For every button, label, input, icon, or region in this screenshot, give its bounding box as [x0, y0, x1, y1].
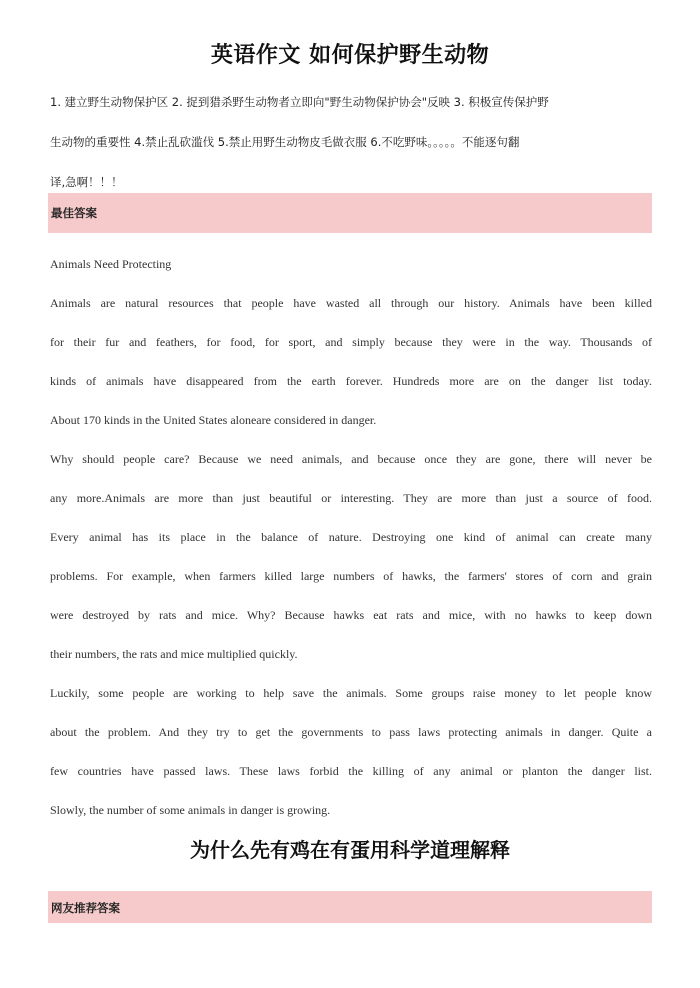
essay-title: Animals Need Protecting	[50, 257, 172, 271]
essay-line: Slowly, the number of some animals in danger is growing.	[50, 803, 331, 817]
essay-line: for their fur and feathers, for food, for sport, and simply because they were in the way. Thousands of	[50, 335, 652, 349]
best-answer-label: 最佳答案	[51, 206, 97, 220]
essay-line: were destroyed by rats and mice. Why? Because hawks eat rats and mice, with no hawks to keep down	[50, 608, 652, 622]
question-line: 生动物的重要性 4.禁止乱砍滥伐 5.禁止用野生动物皮毛做衣服 6.不吃野味。。。。。不能逐句翻	[50, 135, 520, 149]
essay-line: Why should people care? Because we need animals, and because once they are gone, there will never be	[50, 452, 652, 466]
essay-line: Animals are natural resources that people have wasted all through our history. Animals have been killed	[50, 296, 652, 310]
essay-body	[50, 245, 652, 830]
essay-line: problems. For example, when farmers killed large numbers of hawks, the farmers' stores of corn and grain	[50, 569, 652, 583]
question-line: 1. 建立野生动物保护区 2. 捉到猎杀野生动物者立即向"野生动物保护协会"反映 3. 积极宣传保护野	[50, 95, 549, 109]
essay-line: Luckily, some people are working to help save the animals. Some groups raise money to let people know	[50, 686, 652, 700]
netizen-answer-label: 网友推荐答案	[51, 901, 120, 915]
second-question-title: 为什么先有鸡在有蛋用科学道理解释	[190, 838, 510, 862]
page-title: 英语作文 如何保护野生动物	[210, 43, 490, 68]
essay-line: any more.Animals are more than just beautiful or interesting. They are more than just a source of food.	[50, 491, 652, 505]
essay-line: About 170 kinds in the United States aloneare considered in danger.	[50, 413, 377, 427]
best-answer-header	[48, 193, 652, 233]
essay-line: few countries have passed laws. These laws forbid the killing of any animal or planton the danger list.	[50, 764, 652, 778]
essay-line: about the problem. And they try to get the governments to pass laws protecting animals in danger. Quite a	[50, 725, 652, 739]
netizen-answer-header	[48, 891, 652, 923]
essay-line: kinds of animals have disappeared from the earth forever. Hundreds more are on the danger list today.	[50, 374, 652, 388]
question-text	[50, 82, 652, 202]
essay-line: their numbers, the rats and mice multiplied quickly.	[50, 647, 298, 661]
question-line: 译,急啊！！！	[50, 175, 123, 189]
essay-line: Every animal has its place in the balance of nature. Destroying one kind of animal can create many	[50, 530, 652, 544]
